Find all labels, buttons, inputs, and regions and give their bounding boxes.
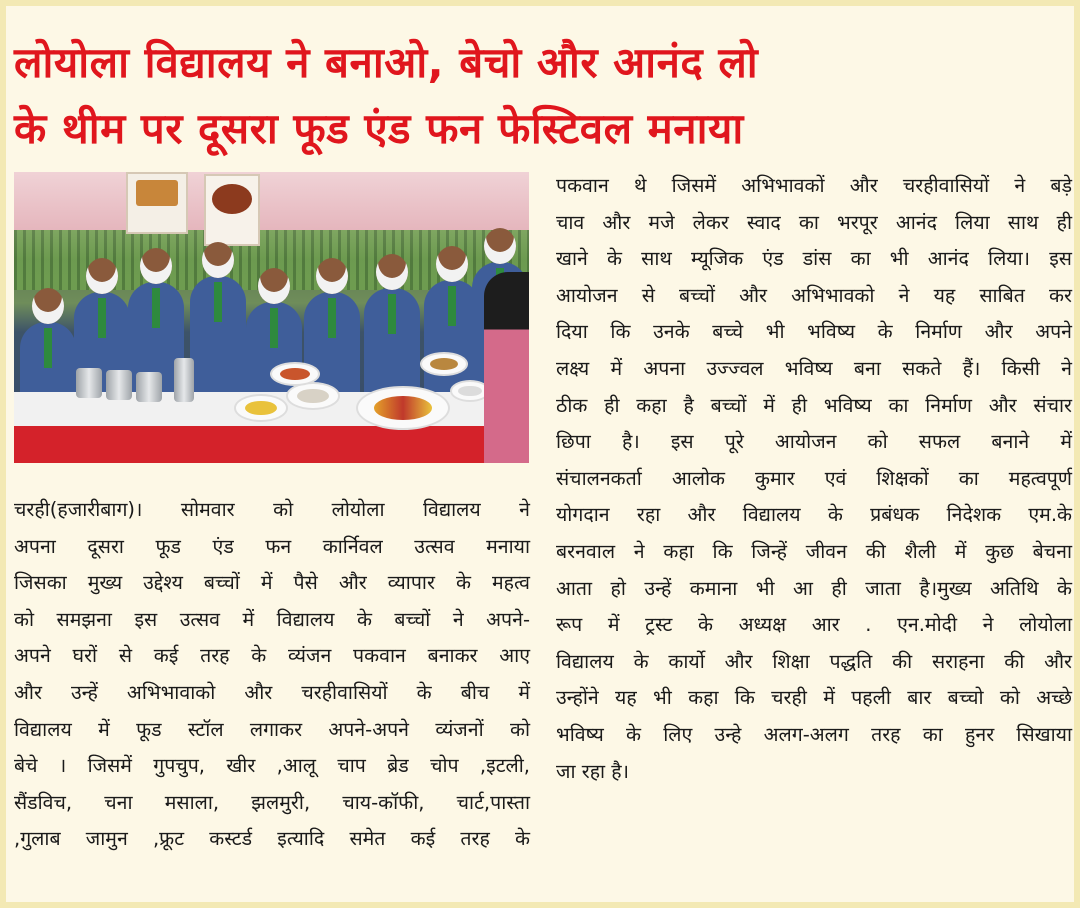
photo-plate xyxy=(270,362,320,386)
paragraph-line: भविष्य के लिए उन्हे अलग-अलग तरह का हुनर सिखाया xyxy=(556,722,1072,746)
paragraph-line: रूप में ट्रस्ट के अध्यक्ष आर . एन.मोदी ने लोयोला xyxy=(556,613,1072,637)
photo-table-skirt xyxy=(14,426,484,463)
photo-poster-right xyxy=(204,174,260,246)
paragraph-line: खाने के साथ म्यूजिक एंड डांस का भी आनंद लिया। इस xyxy=(556,247,1072,271)
paragraph-line: उन्होंने यह भी कहा कि चरही में पहली बार बच्चो को अच्छे xyxy=(556,686,1072,710)
paragraph-line: विद्यालय में फूड स्टॉल लगाकर अपने-अपने व्यंजनों को xyxy=(14,717,530,741)
paragraph-line: आता हो उन्हें कमाना भी आ ही जाता है।मुख्य अतिथि के xyxy=(556,576,1072,600)
photo-steel-pot xyxy=(76,368,102,398)
article-column-left xyxy=(14,492,530,858)
photo-canopy xyxy=(14,172,529,230)
photo-visitor xyxy=(484,272,529,463)
photo-plate xyxy=(286,382,340,410)
paragraph-line: संचालनकर्ता आलोक कुमार एवं शिक्षकों का महत्वपूर्ण xyxy=(556,466,1072,490)
paragraph-line: दिया कि उनके बच्चे भी भविष्य के निर्माण और अपने xyxy=(556,320,1072,344)
news-photo xyxy=(14,172,529,463)
paragraph-line: ,गुलाब जामुन ,फ्रूट कस्टर्ड इत्यादि समेत कई तरह के xyxy=(14,827,530,851)
paragraph-line: ठीक ही कहा है बच्चों में ही भविष्य का निर्माण और संचार xyxy=(556,393,1072,417)
paragraph-line: सैंडविच, चना मसाला, झलमुरी, चाय-कॉफी, चार्ट,पास्ता xyxy=(14,790,530,814)
photo-poster-left xyxy=(126,172,188,234)
paragraph-line: अपना दूसरा फूड एंड फन कार्निवल उत्सव मनाया xyxy=(14,534,530,558)
headline-line-1: लोयोला विद्यालय ने बनाओ, बेचो और आनंद लो xyxy=(14,38,759,87)
paragraph-line: चरही(हजारीबाग)। सोमवार को लोयोला विद्यालय ने xyxy=(14,498,530,521)
paragraph-line: लक्ष्य में अपना उज्ज्वल भविष्य बना सकते हैं। किसी ने xyxy=(556,356,1072,380)
paragraph-line: को समझना इस उत्सव में विद्यालय के बच्चों ने अपने- xyxy=(14,607,530,631)
headline xyxy=(14,30,1074,162)
photo-steel-pot xyxy=(136,372,162,402)
paragraph-line: बेचे । जिसमें गुपचुप, खीर ,आलू चाप ब्रेड चोप ,इटली, xyxy=(14,754,530,778)
paragraph-line: पकवान थे जिसमें अभिभावकों और चरहीवासियों ने बड़े xyxy=(556,174,1072,197)
paragraph-line: जा रहा है। xyxy=(556,759,630,783)
photo-plate xyxy=(420,352,468,376)
photo-flask xyxy=(174,358,194,402)
headline-line-2: के थीम पर दूसरा फूड एंड फन फेस्टिवल मनाया xyxy=(14,104,744,153)
paragraph-line: अपने घरों से कई तरह के व्यंजन पकवान बनाकर आए xyxy=(14,644,530,668)
photo-plate xyxy=(234,394,288,422)
photo-plate xyxy=(356,386,450,430)
article-column-right xyxy=(556,168,1072,790)
photo-student xyxy=(190,276,246,406)
paragraph-line: विद्यालय के कार्यो और शिक्षा पद्धति की सराहना की और xyxy=(556,649,1072,673)
paragraph-line: चाव और मजे लेकर स्वाद का भरपूर आनंद लिया साथ ही xyxy=(556,210,1072,234)
paragraph-line: योगदान रहा और विद्यालय के प्रबंधक निदेशक एम.के xyxy=(556,503,1072,527)
paragraph-line: बरनवाल ने कहा कि जिन्हें जीवन की शैली में कुछ बेचना xyxy=(556,539,1072,563)
photo-steel-pot xyxy=(106,370,132,400)
paragraph-line: आयोजन से बच्चों और अभिभावको ने यह साबित कर xyxy=(556,283,1072,307)
paragraph-line: और उन्हें अभिभावाको और चरहीवासियों के बीच में xyxy=(14,680,530,704)
paragraph-line: छिपा है। इस पूरे आयोजन को सफल बनाने में xyxy=(556,430,1072,454)
paragraph-line: जिसका मुख्य उद्देश्य बच्चों में पैसे और व्यापार के महत्व xyxy=(14,571,530,595)
